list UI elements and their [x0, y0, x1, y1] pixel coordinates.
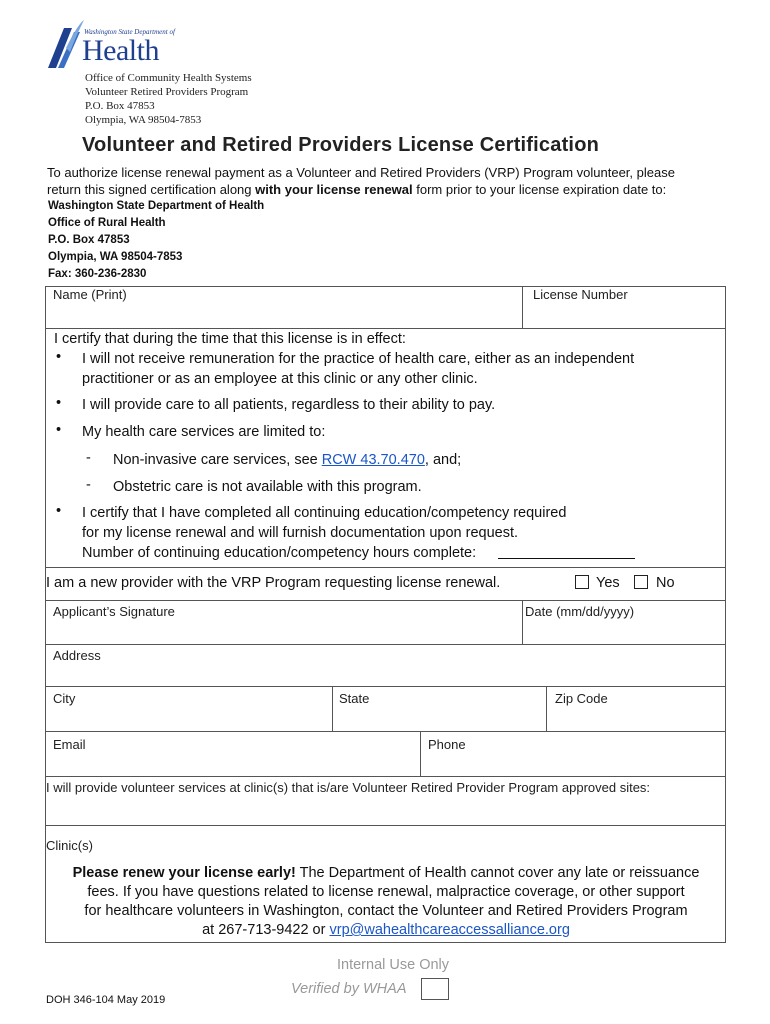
dash-1-suffix: , and;: [424, 452, 462, 468]
certify-bullet-4-line-2: for my license renewal and will furnish documentation upon request.: [82, 525, 519, 541]
license-number-field[interactable]: [522, 286, 726, 329]
zip-field[interactable]: [546, 686, 726, 732]
internal-use-label: Internal Use Only: [337, 957, 450, 973]
intro-line-2-bold: with your license renewal: [255, 182, 413, 197]
logo-top-text: Washington State Department of: [84, 28, 175, 36]
address-line: Volunteer Retired Providers Program: [85, 86, 249, 98]
address-line: Office of Community Health Systems: [85, 72, 252, 84]
mail-to-line: Office of Rural Health: [48, 217, 166, 229]
no-checkbox[interactable]: [634, 575, 648, 589]
bullet: •: [56, 422, 62, 438]
applicant-signature-field[interactable]: [45, 600, 523, 645]
notice-line-4: at 267-713-9422 or: [202, 922, 330, 938]
verified-by-label: Verified by WHAA: [291, 981, 407, 997]
renewal-notice: [46, 864, 726, 940]
notice-line-2: fees. If you have questions related to license renewal, malpractice coverage, or other support: [87, 884, 685, 900]
mail-to-line: P.O. Box 47853: [48, 234, 130, 246]
new-provider-question: I am a new provider with the VRP Program requesting license renewal.: [46, 575, 501, 591]
address-label: Address: [53, 648, 101, 663]
volunteer-sites-section: [45, 776, 726, 826]
intro-line-2-post: form prior to your license expiration date to:: [412, 182, 667, 197]
name-label: Name (Print): [53, 287, 127, 302]
form-id: DOH 346-104 May 2019: [46, 994, 166, 1006]
certify-bullet-3: My health care services are limited to:: [82, 424, 326, 440]
certify-bullet-4-line-3: Number of continuing education/competency hours complete:: [82, 545, 477, 561]
dash: -: [86, 477, 91, 493]
no-label: No: [656, 575, 675, 591]
certify-bullet-1-line-2: practitioner or as an employee at this clinic or any other clinic.: [82, 371, 478, 387]
certify-intro: I certify that during the time that this license is in effect:: [54, 331, 406, 347]
intro-line-1: To authorize license renewal payment as a Volunteer and Retired Providers (VRP) Program volunteer, please: [47, 165, 675, 180]
notice-line-1: The Department of Health cannot cover any late or reissuance: [295, 865, 700, 881]
yes-label: Yes: [596, 575, 620, 591]
address-field[interactable]: [45, 644, 726, 687]
rcw-link[interactable]: RCW 43.70.470: [321, 452, 425, 468]
sender-address: [85, 71, 252, 127]
phone-field[interactable]: [420, 731, 726, 777]
intro-line-2-pre: return this signed certification along: [47, 182, 256, 197]
certify-bullet-4: [82, 503, 566, 563]
vrp-email-link[interactable]: vrp@wahealthcareaccessalliance.org: [329, 922, 570, 938]
clinics-label: Clinic(s): [46, 838, 93, 853]
bullet: •: [56, 395, 62, 411]
logo-word: Health: [82, 34, 159, 67]
notice-bold: Please renew your license early!: [72, 865, 296, 881]
certify-bullet-1-line-1: I will not receive remuneration for the practice of health care, either as an independent: [82, 351, 635, 367]
city-label: City: [53, 691, 76, 706]
certify-bullet-1: [82, 349, 634, 389]
certify-dash-2: Obstetric care is not available with this program.: [113, 479, 422, 495]
dash-1-text: Non-invasive care services, see: [113, 452, 322, 468]
signature-label: Applicant’s Signature: [53, 604, 175, 619]
state-field[interactable]: [332, 686, 547, 732]
zip-label: Zip Code: [555, 691, 608, 706]
volunteer-sites-text: I will provide volunteer services at clinic(s) that is/are Volunteer Retired Provider Program approved sites:: [46, 780, 651, 795]
email-label: Email: [53, 737, 86, 752]
certify-bullet-4-line-1: I certify that I have completed all continuing education/competency required: [82, 505, 567, 521]
mail-to-line: Washington State Department of Health: [48, 200, 265, 212]
bullet: •: [56, 349, 62, 365]
ce-hours-input[interactable]: [498, 557, 635, 559]
state-label: State: [339, 691, 370, 706]
bullet: •: [56, 503, 62, 519]
date-label: Date (mm/dd/yyyy): [525, 604, 635, 619]
date-field[interactable]: [522, 600, 726, 645]
mail-to-address: [48, 198, 264, 283]
notice-line-3: for healthcare volunteers in Washington, contact the Volunteer and Retired Providers Program: [84, 903, 688, 919]
mail-to-line: Olympia, WA 98504-7853: [48, 251, 183, 263]
address-line: P.O. Box 47853: [85, 100, 155, 112]
email-field[interactable]: [45, 731, 421, 777]
dash: -: [86, 450, 91, 466]
address-line: Olympia, WA 98504-7853: [85, 114, 202, 126]
intro-text: [47, 164, 747, 198]
phone-label: Phone: [428, 737, 466, 752]
certify-bullet-2: I will provide care to all patients, regardless to their ability to pay.: [82, 397, 496, 413]
certify-dash-1: [113, 450, 461, 470]
city-field[interactable]: [45, 686, 333, 732]
doh-logo: [44, 18, 174, 74]
license-number-label: License Number: [533, 287, 628, 302]
mail-to-line: Fax: 360-236-2830: [48, 268, 147, 280]
yes-checkbox[interactable]: [575, 575, 589, 589]
name-field[interactable]: [45, 286, 523, 329]
verified-checkbox[interactable]: [421, 978, 449, 1000]
form-title: Volunteer and Retired Providers License Certification: [82, 134, 600, 156]
